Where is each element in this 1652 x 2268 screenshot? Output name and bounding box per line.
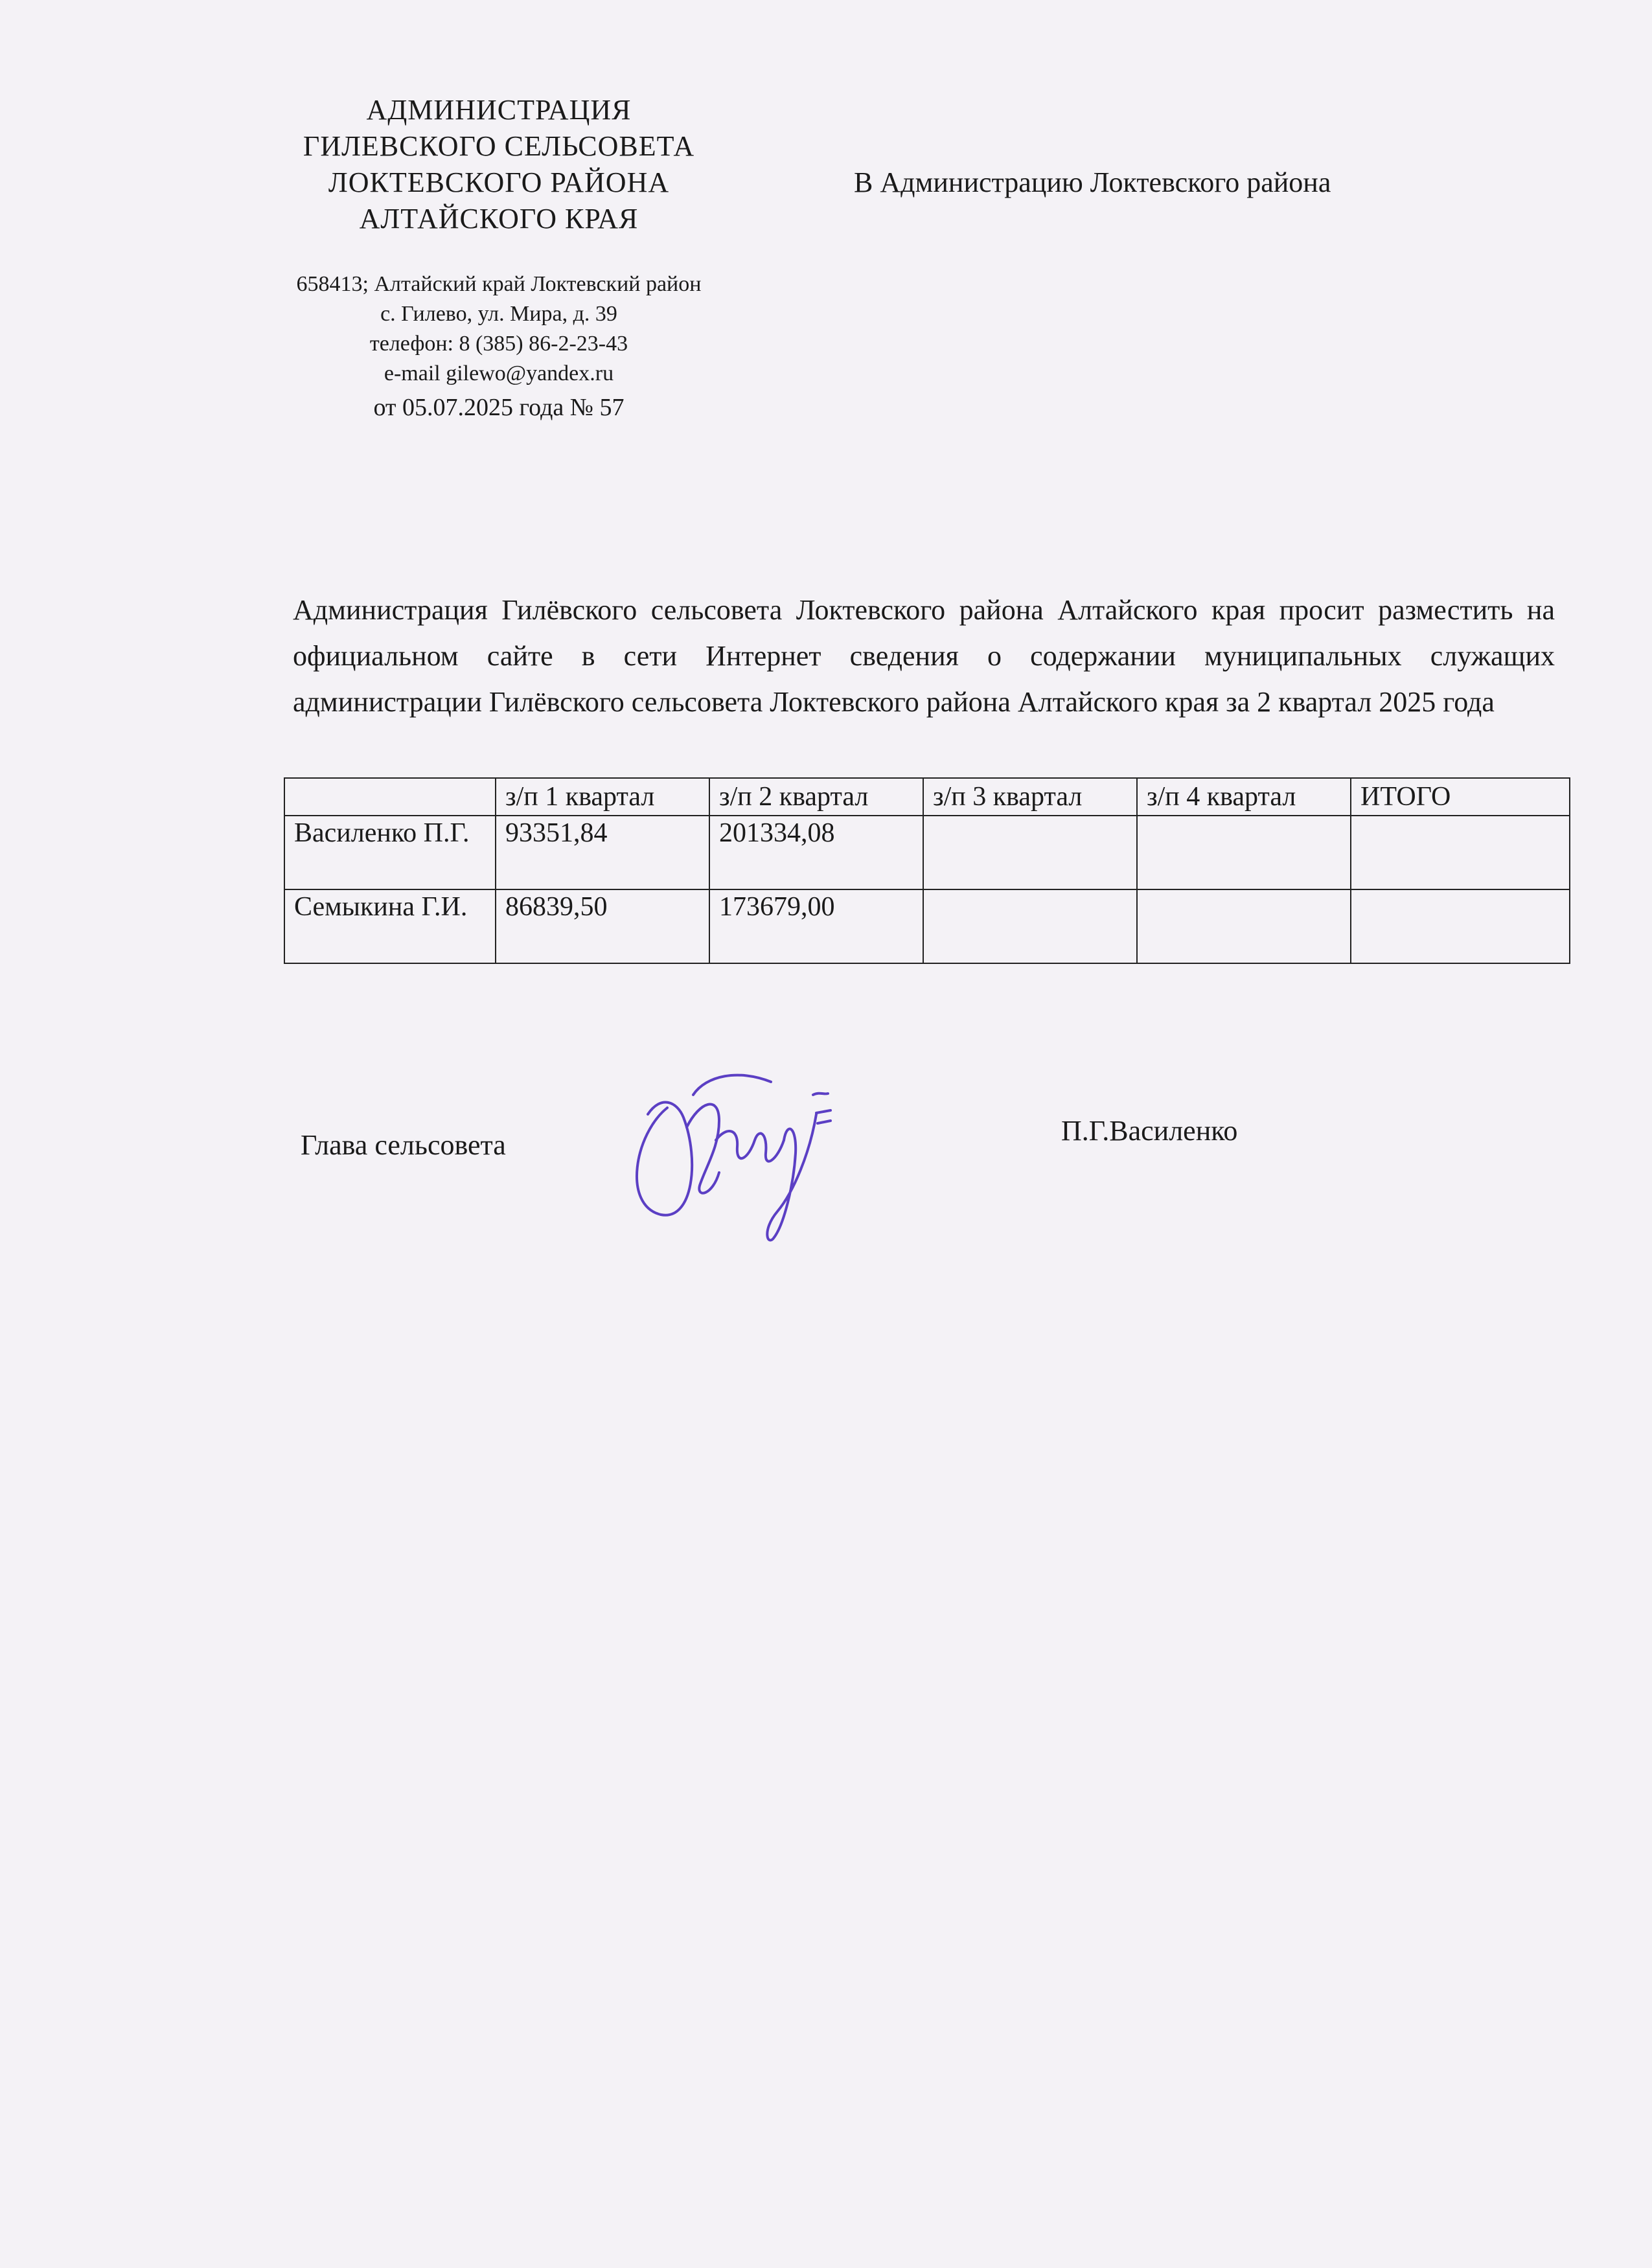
phone-line: телефон: 8 (385) 86-2-23-43: [369, 332, 628, 356]
org-line: АЛТАЙСКОГО КРАЯ: [359, 203, 639, 235]
signatory-name: П.Г.Василенко: [1061, 1115, 1238, 1147]
header-cell: з/п 3 квартал: [923, 778, 1137, 816]
table-cell: [923, 816, 1137, 889]
salary-table: [284, 777, 1570, 964]
header-cell: з/п 2 квартал: [709, 778, 923, 816]
table-cell: [1351, 889, 1570, 963]
signatory-title: Глава сельсовета: [301, 1129, 506, 1161]
header-cell: [284, 778, 496, 816]
header-cell: з/п 1 квартал: [496, 778, 709, 816]
sender-organization: [259, 92, 739, 237]
table-cell: 201334,08: [709, 816, 923, 889]
table-cell: [1351, 816, 1570, 889]
table-cell: Семыкина Г.И.: [284, 889, 496, 963]
letter-body: Администрация Гилёвского сельсовета Локтевского района Алтайского края просит разместить на официальном сайте в сети Интернет сведения о содержании муниципальных служащих администрации Гилёвского сельсовета Локтевского района Алтайского края за 2 квартал 2025 года: [293, 594, 1555, 718]
table-cell: [1137, 816, 1351, 889]
sender-contacts: [259, 269, 739, 389]
table-cell: 173679,00: [709, 889, 923, 963]
table-cell: [1137, 889, 1351, 963]
org-line: ЛОКТЕВСКОГО РАЙОНА: [328, 166, 670, 198]
org-line: ГИЛЕВСКОГО СЕЛЬСОВЕТА: [303, 130, 695, 162]
document-date-number: от 05.07.2025 года № 57: [373, 394, 625, 421]
header-cell: з/п 4 квартал: [1137, 778, 1351, 816]
table-cell: Василенко П.Г.: [284, 816, 496, 889]
sender-block: [259, 92, 739, 424]
address-line: 658413; Алтайский край Локтевский район: [296, 272, 702, 296]
table-cell: 93351,84: [496, 816, 709, 889]
email-line: e-mail gilewo@yandex.ru: [384, 361, 614, 385]
table-row: [284, 889, 1570, 963]
header-cell: ИТОГО: [1351, 778, 1570, 816]
handwritten-signature: [622, 1056, 894, 1250]
address-line: с. Гилево, ул. Мира, д. 39: [380, 302, 617, 326]
recipient: В Администрацию Локтевского района: [854, 166, 1331, 198]
table-cell: 86839,50: [496, 889, 709, 963]
table-cell: [923, 889, 1137, 963]
table-row: [284, 816, 1570, 889]
org-line: АДМИНИСТРАЦИЯ: [366, 94, 632, 126]
table-header-row: [284, 778, 1570, 816]
